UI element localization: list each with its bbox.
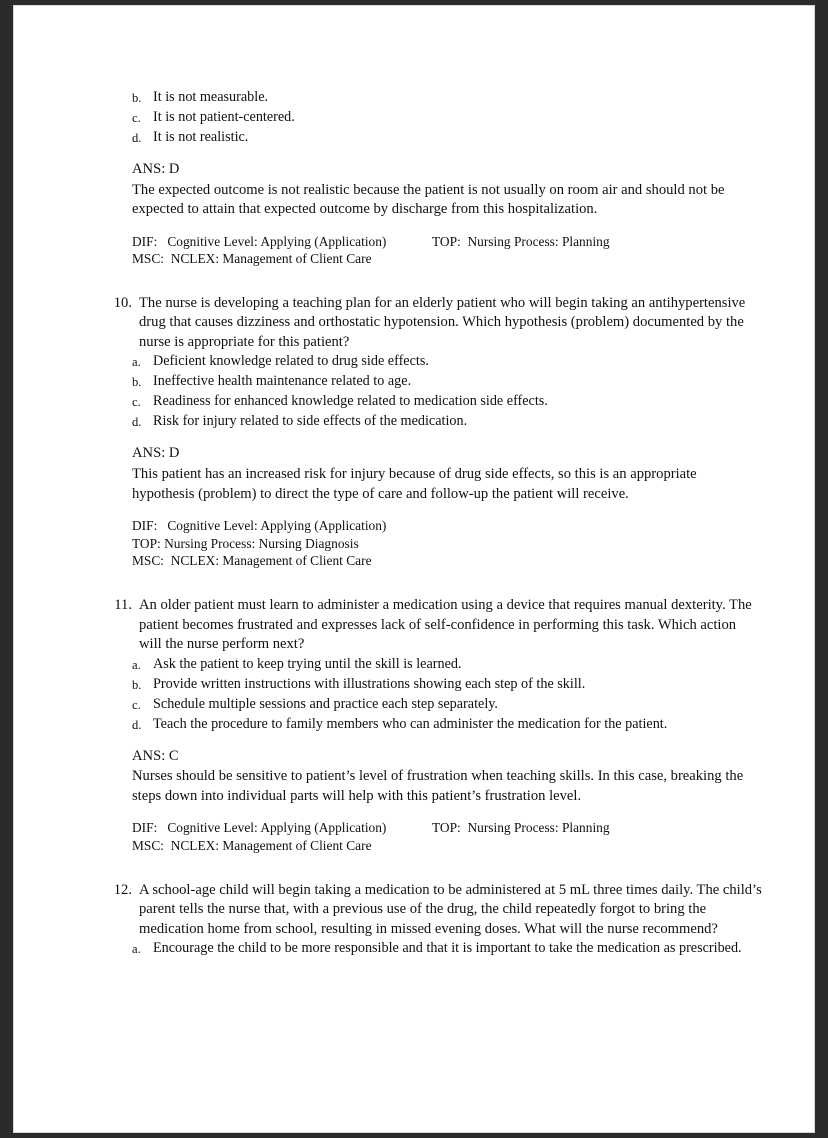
answer-key: ANS: D xyxy=(132,161,180,177)
list-item[interactable] xyxy=(132,715,762,735)
list-item[interactable] xyxy=(132,128,762,148)
choice-text: Teach the procedure to family members who can administer the medication for the patient. xyxy=(153,715,668,732)
meta-dif: DIF: Cognitive Level: Applying (Application) xyxy=(132,233,387,249)
list-item[interactable] xyxy=(132,939,762,959)
choice-label: d. xyxy=(132,415,142,430)
question-number: 11. xyxy=(114,597,132,614)
question-10 xyxy=(102,294,762,570)
choice-label: c. xyxy=(132,697,141,712)
document-page xyxy=(14,6,814,1132)
list-item[interactable] xyxy=(132,108,762,128)
rationale-text: The expected outcome is not realistic because the patient is not usually on room air and should not be expected to attain that expected outcome by discharge from this hospitalization. xyxy=(132,181,725,218)
choice-text: Ineffective health maintenance related to age. xyxy=(153,373,412,390)
question-number: 12. xyxy=(113,881,132,898)
question-stem-row xyxy=(102,596,762,655)
answer-block xyxy=(102,444,762,504)
spacer xyxy=(102,855,762,881)
list-item[interactable] xyxy=(132,412,762,432)
meta-dif: DIF: Cognitive Level: Applying (Application) xyxy=(132,518,387,534)
meta-dif: DIF: Cognitive Level: Applying (Application) xyxy=(132,820,387,836)
question-12 xyxy=(102,881,762,960)
choice-label: a. xyxy=(132,942,141,956)
choice-text: Provide written instructions with illustrations showing each step of the skill. xyxy=(153,675,586,692)
choice-list xyxy=(102,88,762,148)
choice-list xyxy=(102,655,762,735)
choice-text: It is not patient-centered. xyxy=(153,109,295,125)
choice-list xyxy=(102,352,762,432)
choice-label: a. xyxy=(132,355,141,370)
choice-label: b. xyxy=(132,677,142,692)
choice-label: c. xyxy=(132,395,141,410)
choice-text: Readiness for enhanced knowledge related to medication side effects. xyxy=(153,393,548,410)
list-item[interactable] xyxy=(132,675,762,695)
metadata-block xyxy=(102,517,762,570)
list-item[interactable] xyxy=(132,655,762,675)
page-content xyxy=(102,88,762,959)
question-stem-row xyxy=(102,881,762,940)
choice-text: Risk for injury related to side effects of the medication. xyxy=(153,413,468,430)
choice-label: b. xyxy=(132,375,142,390)
choice-text: Schedule multiple sessions and practice each step separately. xyxy=(153,695,498,712)
question-stem: A school-age child will begin taking a medication to be administered at 5 mL three times daily. The child’s parent tells the nurse that, with a previous use of the drug, the child repeatedly forgot to bring the medication home from school, resulting in missed evening doses. What will the nurse recommend? xyxy=(139,881,762,937)
choice-label: d. xyxy=(132,717,142,732)
choice-label: b. xyxy=(132,91,142,105)
question-11 xyxy=(102,596,762,854)
answer-block xyxy=(102,747,762,807)
choice-text: It is not realistic. xyxy=(153,129,249,145)
choice-text: Encourage the child to be more responsible and that it is important to take the medication as prescribed. xyxy=(153,940,742,956)
meta-msc: MSC: NCLEX: Management of Client Care xyxy=(132,837,372,853)
list-item[interactable] xyxy=(132,88,762,108)
question-number: 10. xyxy=(113,294,132,311)
meta-msc: MSC: NCLEX: Management of Client Care xyxy=(132,251,372,267)
question-stem-row xyxy=(102,294,762,353)
choice-label: a. xyxy=(132,657,141,672)
list-item[interactable] xyxy=(132,392,762,412)
rationale-text: Nurses should be sensitive to patient’s level of frustration when teaching skills. In this case, breaking the steps down into individual parts will help with this patient’s frustration level. xyxy=(132,768,744,804)
choice-text: Deficient knowledge related to drug side effects. xyxy=(153,353,429,370)
spacer xyxy=(102,570,762,596)
answer-key: ANS: C xyxy=(132,747,179,764)
choice-label: c. xyxy=(132,111,141,125)
choice-text: It is not measurable. xyxy=(153,89,269,105)
answer-block xyxy=(102,160,762,220)
spacer xyxy=(102,268,762,294)
list-item[interactable] xyxy=(132,352,762,372)
meta-top: TOP: Nursing Process: Nursing Diagnosis xyxy=(132,535,359,551)
metadata-block xyxy=(102,819,762,854)
meta-msc: MSC: NCLEX: Management of Client Care xyxy=(132,553,372,569)
list-item[interactable] xyxy=(132,372,762,392)
metadata-block xyxy=(102,233,762,268)
question-stem: An older patient must learn to administer a medication using a device that requires manual dexterity. The patient becomes frustrated and expresses lack of self-confidence in performing this task. Which action will the nurse perform next? xyxy=(139,597,752,653)
answer-key: ANS: D xyxy=(132,445,180,462)
choice-list xyxy=(102,939,762,959)
rationale-text: This patient has an increased risk for injury because of drug side effects, so this is an appropriate hypothesis (problem) to direct the type of care and follow-up the patient will receive. xyxy=(132,466,697,502)
meta-top: TOP: Nursing Process: Planning xyxy=(432,233,610,249)
choice-text: Ask the patient to keep trying until the skill is learned. xyxy=(153,655,462,672)
question-stem: The nurse is developing a teaching plan for an elderly patient who will begin taking an antihypertensive drug that causes dizziness and orthostatic hypotension. Which hypothesis (problem) documented by the nurse is appropriate for this patient? xyxy=(139,294,746,350)
choice-label: d. xyxy=(132,131,142,145)
meta-top: TOP: Nursing Process: Planning xyxy=(432,820,610,836)
list-item[interactable] xyxy=(132,695,762,715)
